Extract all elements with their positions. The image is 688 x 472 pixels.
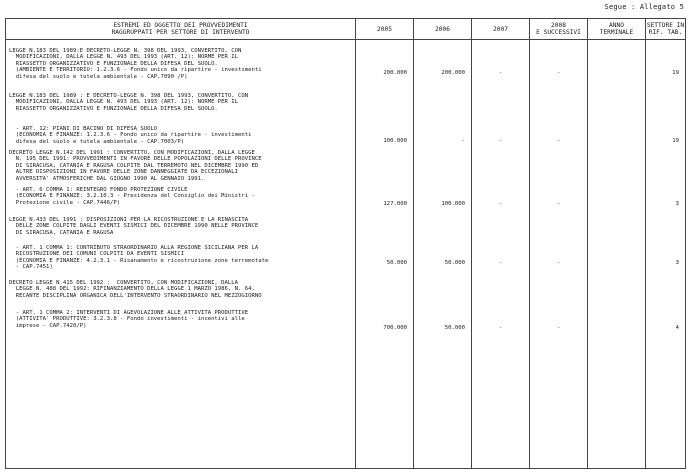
cell-v2008: - [556,201,561,207]
anno-terminale-column [588,40,646,469]
cell-v2006: 50.000 [444,260,465,266]
cell-v2005: 127.000 [383,201,407,207]
provision-description: DECRETO LEGGE N.142 DEL 1991 : CONVERTITO, CON MODIFICAZIONI, DALLA LEGGE N. 195 DEL 1991: PROVVEDIMENTI IN FAVORE DELLE POPOLAZIONI DELLE PROVINCE DI SIRACUSA, CATANIA E RAGUSA COLPITE DAL TERREMOTO NEL DICEMBRE 1990 ED ALTRE DISPOSIZIONI IN FAVORE DELLE ZONE DANNEGGIATE DA ECCEZIONALI AVVERSITA' ATMOSFERICHE DAL GIUGNO 1990 AL GENNAIO 1991. [9,150,262,182]
provision-description: DECRETO LEGGE N.415 DEL 1992 : CONVERTITO, CON MODIFICAZIONI, DALLA LEGGE N. 488 DEL 1992: RIFINANZIAMENTO DELLA LEGGE 1 MARZO 1986, N. 64, RECANTE DISCIPLINA ORGANICA DELL'INTERVENTO STRAORDINARIO NEL MEZZOGIORNO [9,280,262,299]
values-2006-column [414,40,472,469]
cell-v2007: - [498,260,503,266]
col-header-anno-terminale: ANNO TERMINALE [588,19,646,40]
provision-description: - ART. 6 COMMA 1: REINTEGRO FONDO PROTEZIONE CIVILE (ECONOMIA E FINANZE: 3.2.10.3 - Presidenza del Consiglio dei Ministri - Protezione civile - CAP.7446/P) [15,187,255,206]
page-header-note: Segue : Allegato 5 [604,3,684,11]
col-header-2006: 2006 [414,19,472,40]
cell-settore: 3 [675,260,679,266]
allocations-table [5,18,686,469]
cell-v2005: 100.000 [383,138,407,144]
cell-v2007: - [498,138,503,144]
cell-v2007: - [498,201,503,207]
provision-description: LEGGE N.183 DEL 1989:E DECRETO-LEGGE N. 398 DEL 1993, CONVERTITO, CON MODIFICAZIONI, DALLA LEGGE N. 493 DEL 1993 (ART. 12): NORME PER IL RIASSETTO ORGANIZZATIVO E FUNZIONALE DELLA DIFESA DEL SUOLO. (AMBIENTE E TERRITORIO: 1.2.3.6 - Fondo unico da ripartire - investimenti difesa del suolo e tutela ambientale - CAP.7090 /P) [9,48,262,80]
provision-description: - ART. 1 COMMA 2: INTERVENTI DI AGEVOLAZIONE ALLE ATTIVITA PRODUTTIVE (ATTIVITA' PRODUTTIVE: 3.2.3.8 - Fondo investimenti - incentivi alle imprese - CAP.7420/P) [15,310,249,329]
values-2005-column [356,40,414,469]
cell-v2007: - [498,70,503,76]
cell-v2008: - [556,138,561,144]
provision-description: LEGGE N.183 DEL 1989 : E DECRETO-LEGGE N. 398 DEL 1993, CONVERTITO, CON MODIFICAZIONI, DALLA LEGGE N. 493 DEL 1993 (ART. 12): NORME PER IL RIASSETTO ORGANIZZATIVO E FUNZIONALE DELLA DIFESA DEL SUOLO. [9,93,249,112]
cell-v2008: - [556,260,561,266]
cell-v2005: 700.000 [383,325,407,331]
cell-v2006: 200.000 [441,70,465,76]
cell-v2006: 100.000 [441,201,465,207]
cell-v2007: - [498,325,503,331]
col-header-2007: 2007 [472,19,530,40]
col-header-description: ESTREMI ED OGGETTO DEI PROVVEDIMENTI RAGGRUPPATI PER SETTORE DI INTERVENTO [6,19,356,40]
cell-v2008: - [556,70,561,76]
cell-v2005: 200.000 [383,70,407,76]
cell-v2005: 50.000 [386,260,407,266]
col-header-2008: 2008 E SUCCESSIVI [530,19,588,40]
values-2008-column [530,40,588,469]
provision-description: LEGGE N.433 DEL 1991 : DISPOSIZIONI PER LA RICOSTRUZIONE E LA RINASCITA DELLE ZONE COLPITE DAGLI EVENTI SISMICI DEL DICEMBRE 1990 NELLE PROVINCE DI SIRACUSA, CATANIA E RAGUSA [9,217,259,236]
description-column [6,40,356,469]
settore-column [646,40,686,469]
cell-settore: 4 [675,325,679,331]
col-header-settore: SETTORE IN RIF. TAB. [646,19,686,40]
values-2007-column [472,40,530,469]
provision-description: - ART. 12: PIANI DI BACINO DI DIFESA SUOLO (ECONOMIA E FINANZE: 1.2.3.6 - Fondo unico da ripartire - investimenti difesa del suolo e tutela ambientale - CAP.7003/P) [15,126,252,145]
cell-settore: 19 [672,70,679,76]
cell-v2006: 50.000 [444,325,465,331]
col-header-2005: 2005 [356,19,414,40]
cell-v2008: - [556,325,561,331]
cell-settore: 3 [675,201,679,207]
provision-description: - ART. 1 COMMA 1: CONTRIBUTO STRAORDINARIO ALLA REGIONE SICILIANA PER LA RICOSTRUZIONE DEI COMUNI COLPITI DA EVENTI SISMICI (ECONOMIA E FINANZE: 4.2.3.1 - Risanamento e ricostruzione zone terremotate - CAP.7451) [15,245,269,271]
cell-v2006: - [461,138,465,144]
cell-settore: 19 [672,138,679,144]
